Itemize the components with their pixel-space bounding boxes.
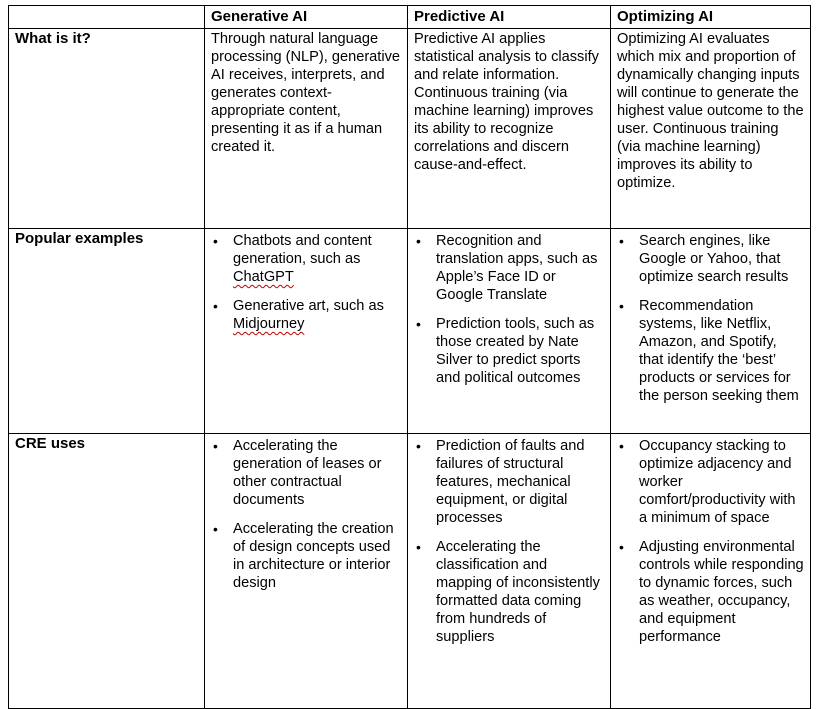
chatgpt-term: ChatGPT xyxy=(233,269,294,285)
list-item: • Search engines, like Google or Yahoo, that optimize search results xyxy=(639,232,804,286)
row-what-is-it xyxy=(9,29,811,229)
generative-examples-list xyxy=(211,232,401,333)
cell-predictive-examples xyxy=(408,229,611,434)
list-item: • Accelerating the classification and mapping of inconsistently formatted data coming from hundreds of suppliers xyxy=(436,538,604,646)
midjourney-term: Midjourney xyxy=(233,316,305,332)
list-item: • Recognition and translation apps, such as Apple’s Face ID or Google Translate xyxy=(436,232,604,304)
header-row xyxy=(9,6,811,29)
row-label-cre-uses: CRE uses xyxy=(9,434,205,709)
header-generative-ai: Generative AI xyxy=(205,6,408,29)
list-item: • Occupancy stacking to optimize adjacency and worker comfort/productivity with a minimum of space xyxy=(639,437,804,527)
ai-comparison-table xyxy=(8,5,811,709)
optimizing-examples-list xyxy=(617,232,804,405)
cell-generative-examples xyxy=(205,229,408,434)
list-item: • Adjusting environmental controls while responding to dynamic forces, such as weather, occupancy, and equipment performance xyxy=(639,538,804,646)
cell-generative-definition: Through natural language processing (NLP), generative AI receives, interprets, and generates context-appropriate content, presenting it as if a human created it. xyxy=(205,29,408,229)
header-predictive-ai: Predictive AI xyxy=(408,6,611,29)
cell-generative-cre-uses xyxy=(205,434,408,709)
generative-cre-list xyxy=(211,437,401,592)
cell-optimizing-definition: Optimizing AI evaluates which mix and proportion of dynamically changing inputs will continue to generate the highest value outcome to the user. Continuous training (via machine learning) improves its ability to optimize. xyxy=(611,29,811,229)
header-optimizing-ai: Optimizing AI xyxy=(611,6,811,29)
optimizing-cre-list xyxy=(617,437,804,646)
list-item xyxy=(233,297,401,333)
list-item: • Recommendation systems, like Netflix, Amazon, and Spotify, that identify the ‘best’ products or services for the person seeking them xyxy=(639,297,804,405)
list-item: • Accelerating the generation of leases or other contractual documents xyxy=(233,437,401,509)
list-item: • Accelerating the creation of design concepts used in architecture or interior design xyxy=(233,520,401,592)
predictive-cre-list xyxy=(414,437,604,646)
list-item: • Prediction of faults and failures of structural features, mechanical equipment, or digital processes xyxy=(436,437,604,527)
predictive-examples-list xyxy=(414,232,604,387)
cell-predictive-definition: Predictive AI applies statistical analysis to classify and relate information. Continuous training (via machine learning) improves its ability to recognize correlations and discern cause-and-effect. xyxy=(408,29,611,229)
cell-optimizing-examples xyxy=(611,229,811,434)
list-item-text: Generative art, such as xyxy=(233,298,384,314)
row-label-popular-examples: Popular examples xyxy=(9,229,205,434)
list-item: • Prediction tools, such as those created by Nate Silver to predict sports and political outcomes xyxy=(436,315,604,387)
row-popular-examples xyxy=(9,229,811,434)
cell-optimizing-cre-uses xyxy=(611,434,811,709)
row-cre-uses xyxy=(9,434,811,709)
row-label-what-is-it: What is it? xyxy=(9,29,205,229)
list-item-text: Chatbots and content generation, such as xyxy=(233,233,372,267)
list-item xyxy=(233,232,401,286)
cell-predictive-cre-uses xyxy=(408,434,611,709)
header-empty xyxy=(9,6,205,29)
